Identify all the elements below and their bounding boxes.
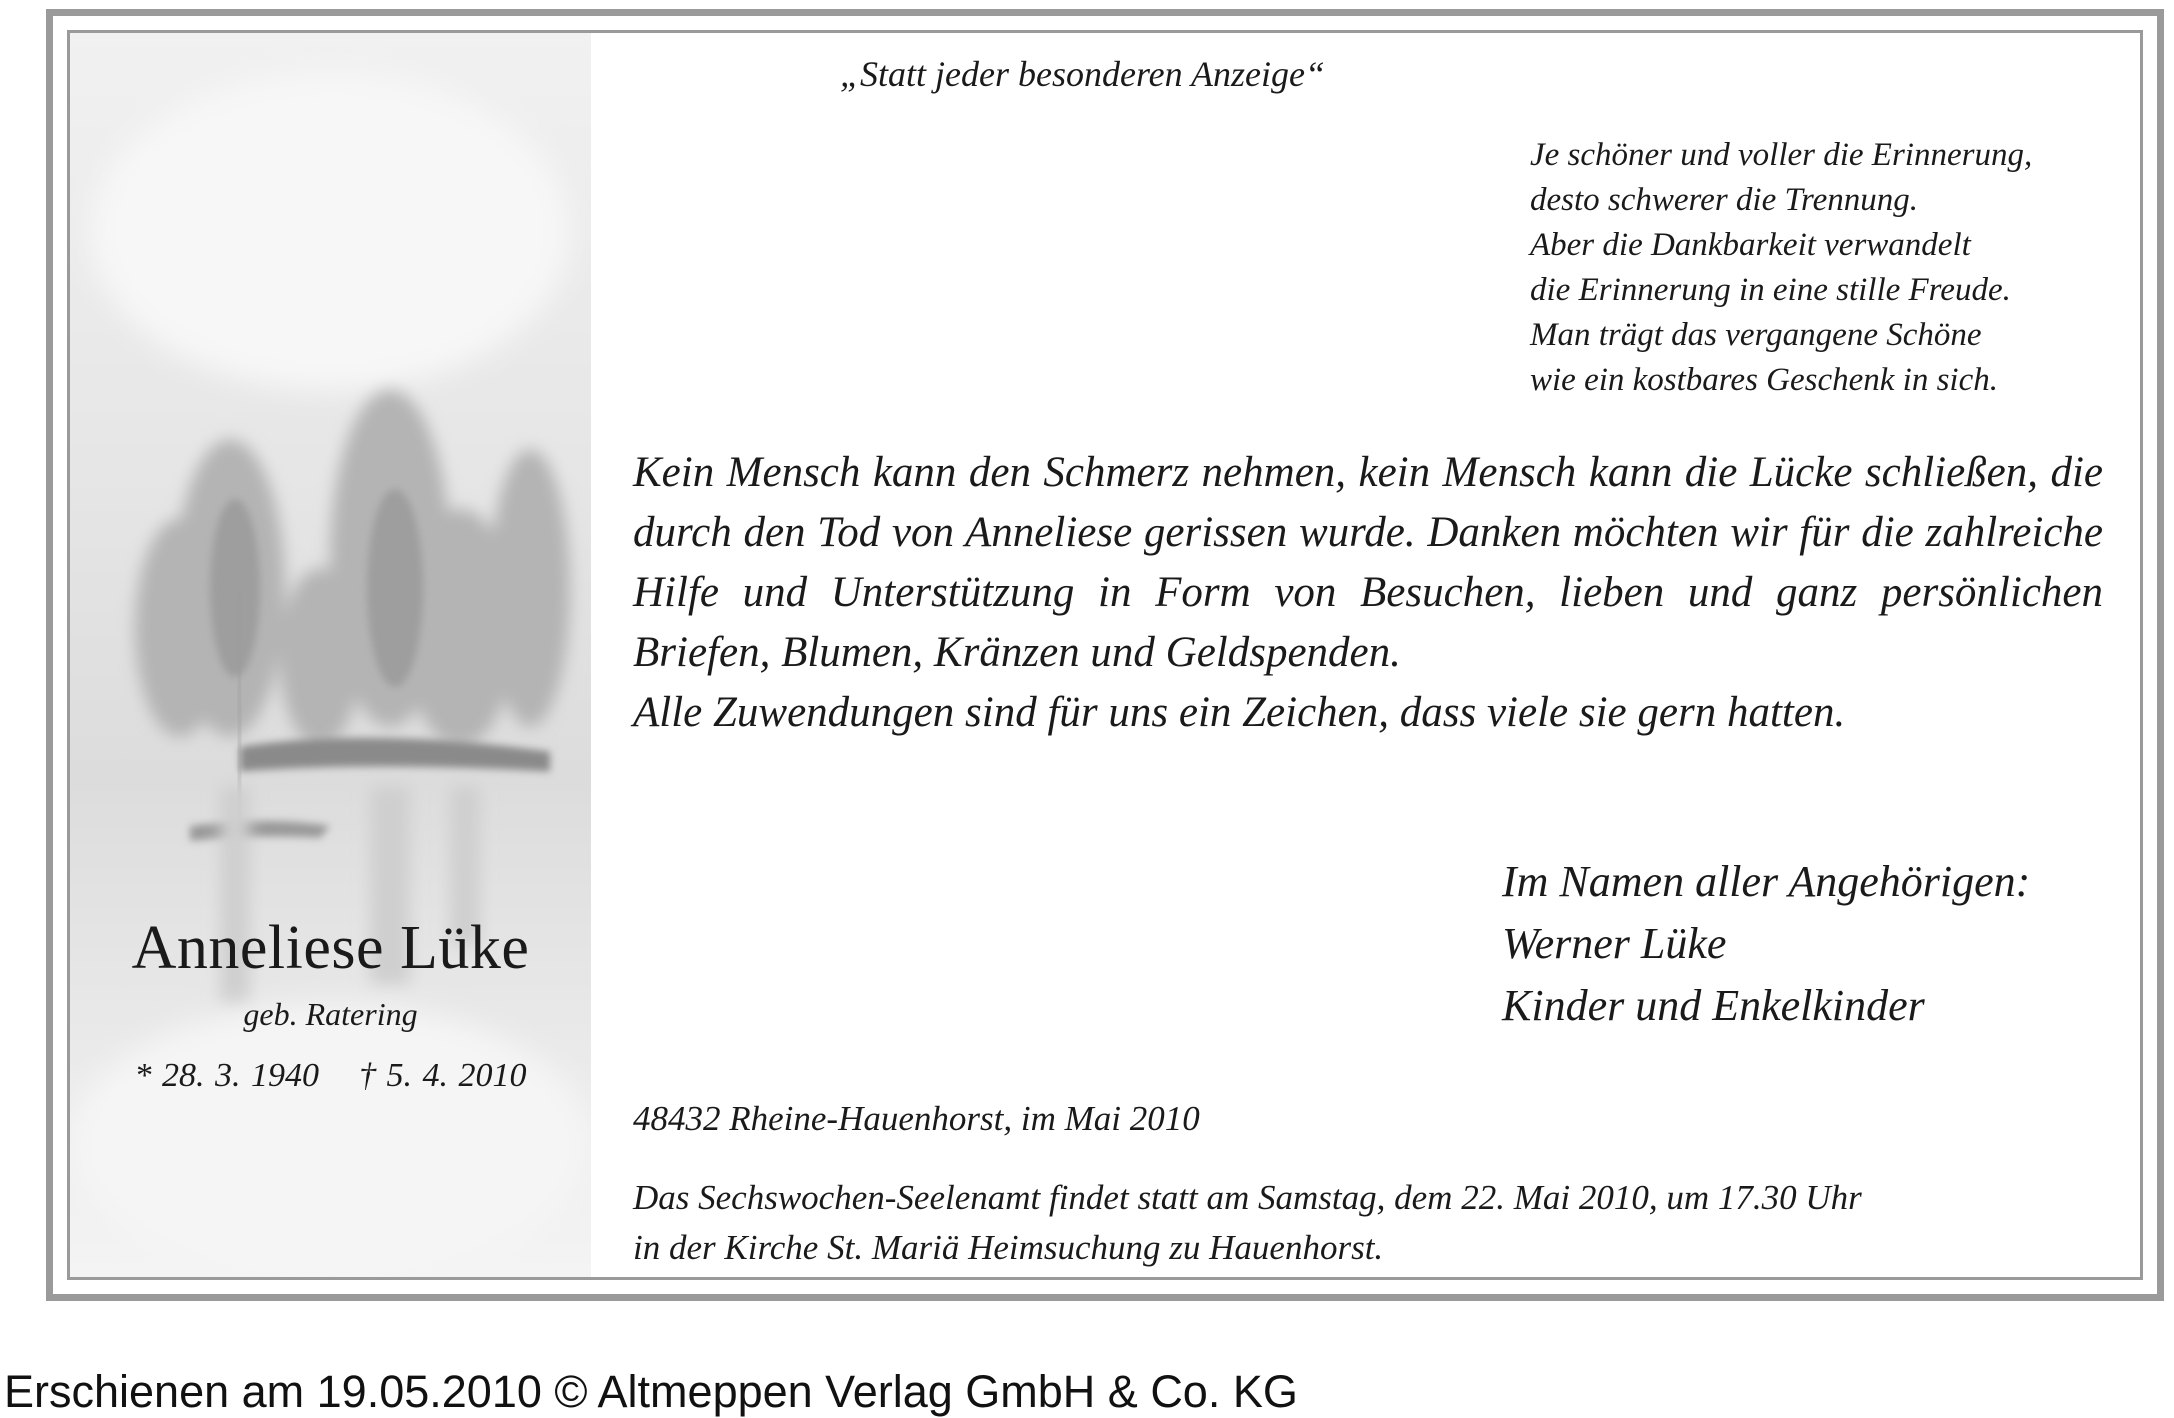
thank-you-text <box>633 443 2103 743</box>
poem-line: wie ein kostbares Geschenk in sich. <box>1530 362 1998 398</box>
birth-date: * 28. 3. 1940 <box>134 1057 319 1094</box>
deceased-name: Anneliese Lüke <box>131 914 530 982</box>
thank-you-paragraph: Kein Mensch kann den Schmerz nehmen, kein Mensch kann die Lücke schließen, die durch den Tod von Anneliese gerissen wurde. Danken möchten wir für die zahlreiche Hilfe und Unterstützung in Form von Besuchen, lieben und ganz persönlichen Briefen, Blumen, Kränzen und Geldspenden. <box>633 449 2103 676</box>
thank-you-closing-line: Alle Zuwendungen sind für uns ein Zeichen, dass viele sie gern hatten. <box>633 689 1846 736</box>
signature-line: Im Namen aller Angehörigen: <box>1502 857 2031 906</box>
notice-frame-inner <box>67 30 2143 1280</box>
poem-line: Je schöner und voller die Erinnerung, <box>1530 137 2033 173</box>
mass-notice-line: in der Kirche St. Mariä Heimsuchung zu Hauenhorst. <box>633 1228 1384 1267</box>
life-dates <box>70 1057 591 1095</box>
poem-line: Aber die Dankbarkeit verwandelt <box>1530 227 1971 263</box>
signature-line: Kinder und Enkelkinder <box>1502 981 1925 1030</box>
birth-name: geb. Ratering <box>243 996 418 1032</box>
poem-line: desto schwerer die Trennung. <box>1530 182 1919 218</box>
landscape-image <box>70 33 591 1277</box>
signature-block <box>1502 851 2030 1037</box>
publication-footer: Erschienen am 19.05.2010 © Altmeppen Verlag GmbH & Co. KG <box>4 1366 1298 1417</box>
place-and-date: 48432 Rheine-Hauenhorst, im Mai 2010 <box>633 1099 1200 1138</box>
signature-line: Werner Lüke <box>1502 919 1727 968</box>
notice-frame-outer <box>46 9 2164 1301</box>
notice-heading: „Statt jeder besonderen Anzeige“ <box>840 54 1325 94</box>
poem-line: Man trägt das vergangene Schöne <box>1530 317 1982 353</box>
poem <box>1530 133 2032 403</box>
death-date: † 5. 4. 2010 <box>359 1057 527 1094</box>
mass-notice-line: Das Sechswochen-Seelenamt findet statt am Samstag, dem 22. Mai 2010, um 17.30 Uhr <box>633 1178 1862 1217</box>
poem-line: die Erinnerung in eine stille Freude. <box>1530 272 2011 308</box>
memorial-mass-notice <box>633 1173 1862 1273</box>
